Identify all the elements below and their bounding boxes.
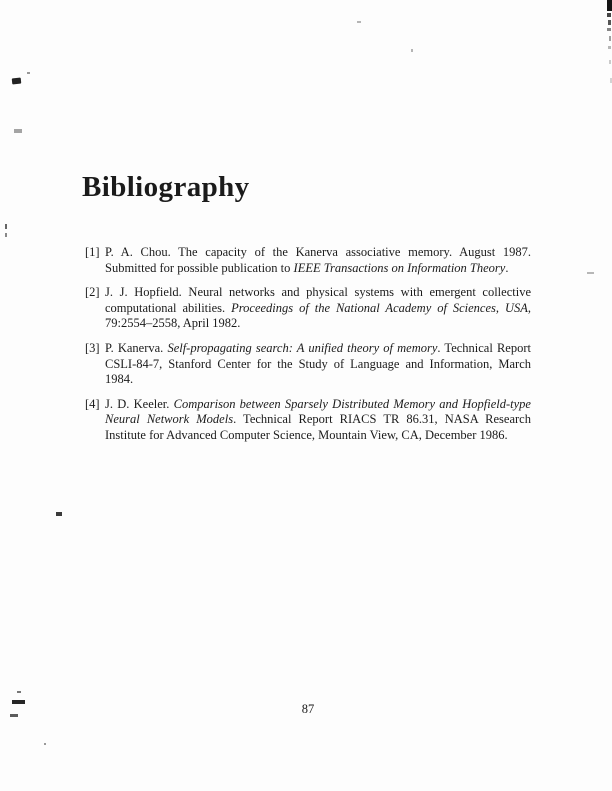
- page-number: 87: [301, 702, 315, 716]
- reference-item: [85, 285, 531, 332]
- ink-smudge: [10, 714, 18, 717]
- reference-text: J. J. Hopfield. Neural networks and physical systems with emergent collective computational abilities. Proceedings of the National Academy of Sciences, USA, 79:2554–2558, April 1982.: [105, 285, 531, 331]
- ink-smudge: [587, 272, 594, 274]
- ink-smudge: [56, 512, 62, 516]
- reference-item: [85, 341, 531, 388]
- scan-edge-artifact: [607, 28, 611, 31]
- scan-edge-artifact: [607, 13, 611, 17]
- ink-smudge: [5, 233, 7, 237]
- ink-smudge: [5, 224, 7, 229]
- reference-text: P. Kanerva. Self-propagating search: A unified theory of memory. Technical Report CSLI-84-7, Stanford Center for the Study of Language and Information, March 1984.: [105, 340, 531, 387]
- scan-edge-artifact: [607, 0, 612, 11]
- page-title: Bibliography: [82, 171, 250, 203]
- ink-smudge: [12, 700, 25, 704]
- reference-marker: [3]: [85, 340, 100, 355]
- ink-smudge: [411, 49, 413, 52]
- reference-list: [85, 245, 531, 453]
- ink-smudge: [14, 129, 22, 133]
- ink-smudge: [12, 78, 22, 85]
- reference-marker: [1]: [85, 245, 100, 259]
- ink-smudge: [44, 743, 46, 745]
- scan-edge-artifact: [609, 36, 611, 41]
- scan-edge-artifact: [609, 60, 611, 64]
- reference-text: P. A. Chou. The capacity of the Kanerva associative memory. August 1987. Submitted for possible publication to IEEE Transactions on Information Theory.: [105, 245, 531, 275]
- scan-edge-artifact: [608, 46, 611, 49]
- ink-smudge: [27, 72, 30, 74]
- scan-edge-artifact: [608, 20, 611, 25]
- reference-marker: [2]: [85, 285, 100, 300]
- reference-item: [85, 397, 531, 444]
- reference-marker: [4]: [85, 396, 100, 411]
- reference-item: [85, 245, 531, 276]
- ink-smudge: [357, 21, 361, 23]
- ink-smudge: [17, 691, 21, 693]
- reference-text: J. D. Keeler. Comparison between Sparsely Distributed Memory and Hopfield-type Neural Network Models. Technical Report RIACS TR 86.31, NASA Research Institute for Advanced Computer Science, Mountain View, CA, December 1986.: [105, 396, 531, 442]
